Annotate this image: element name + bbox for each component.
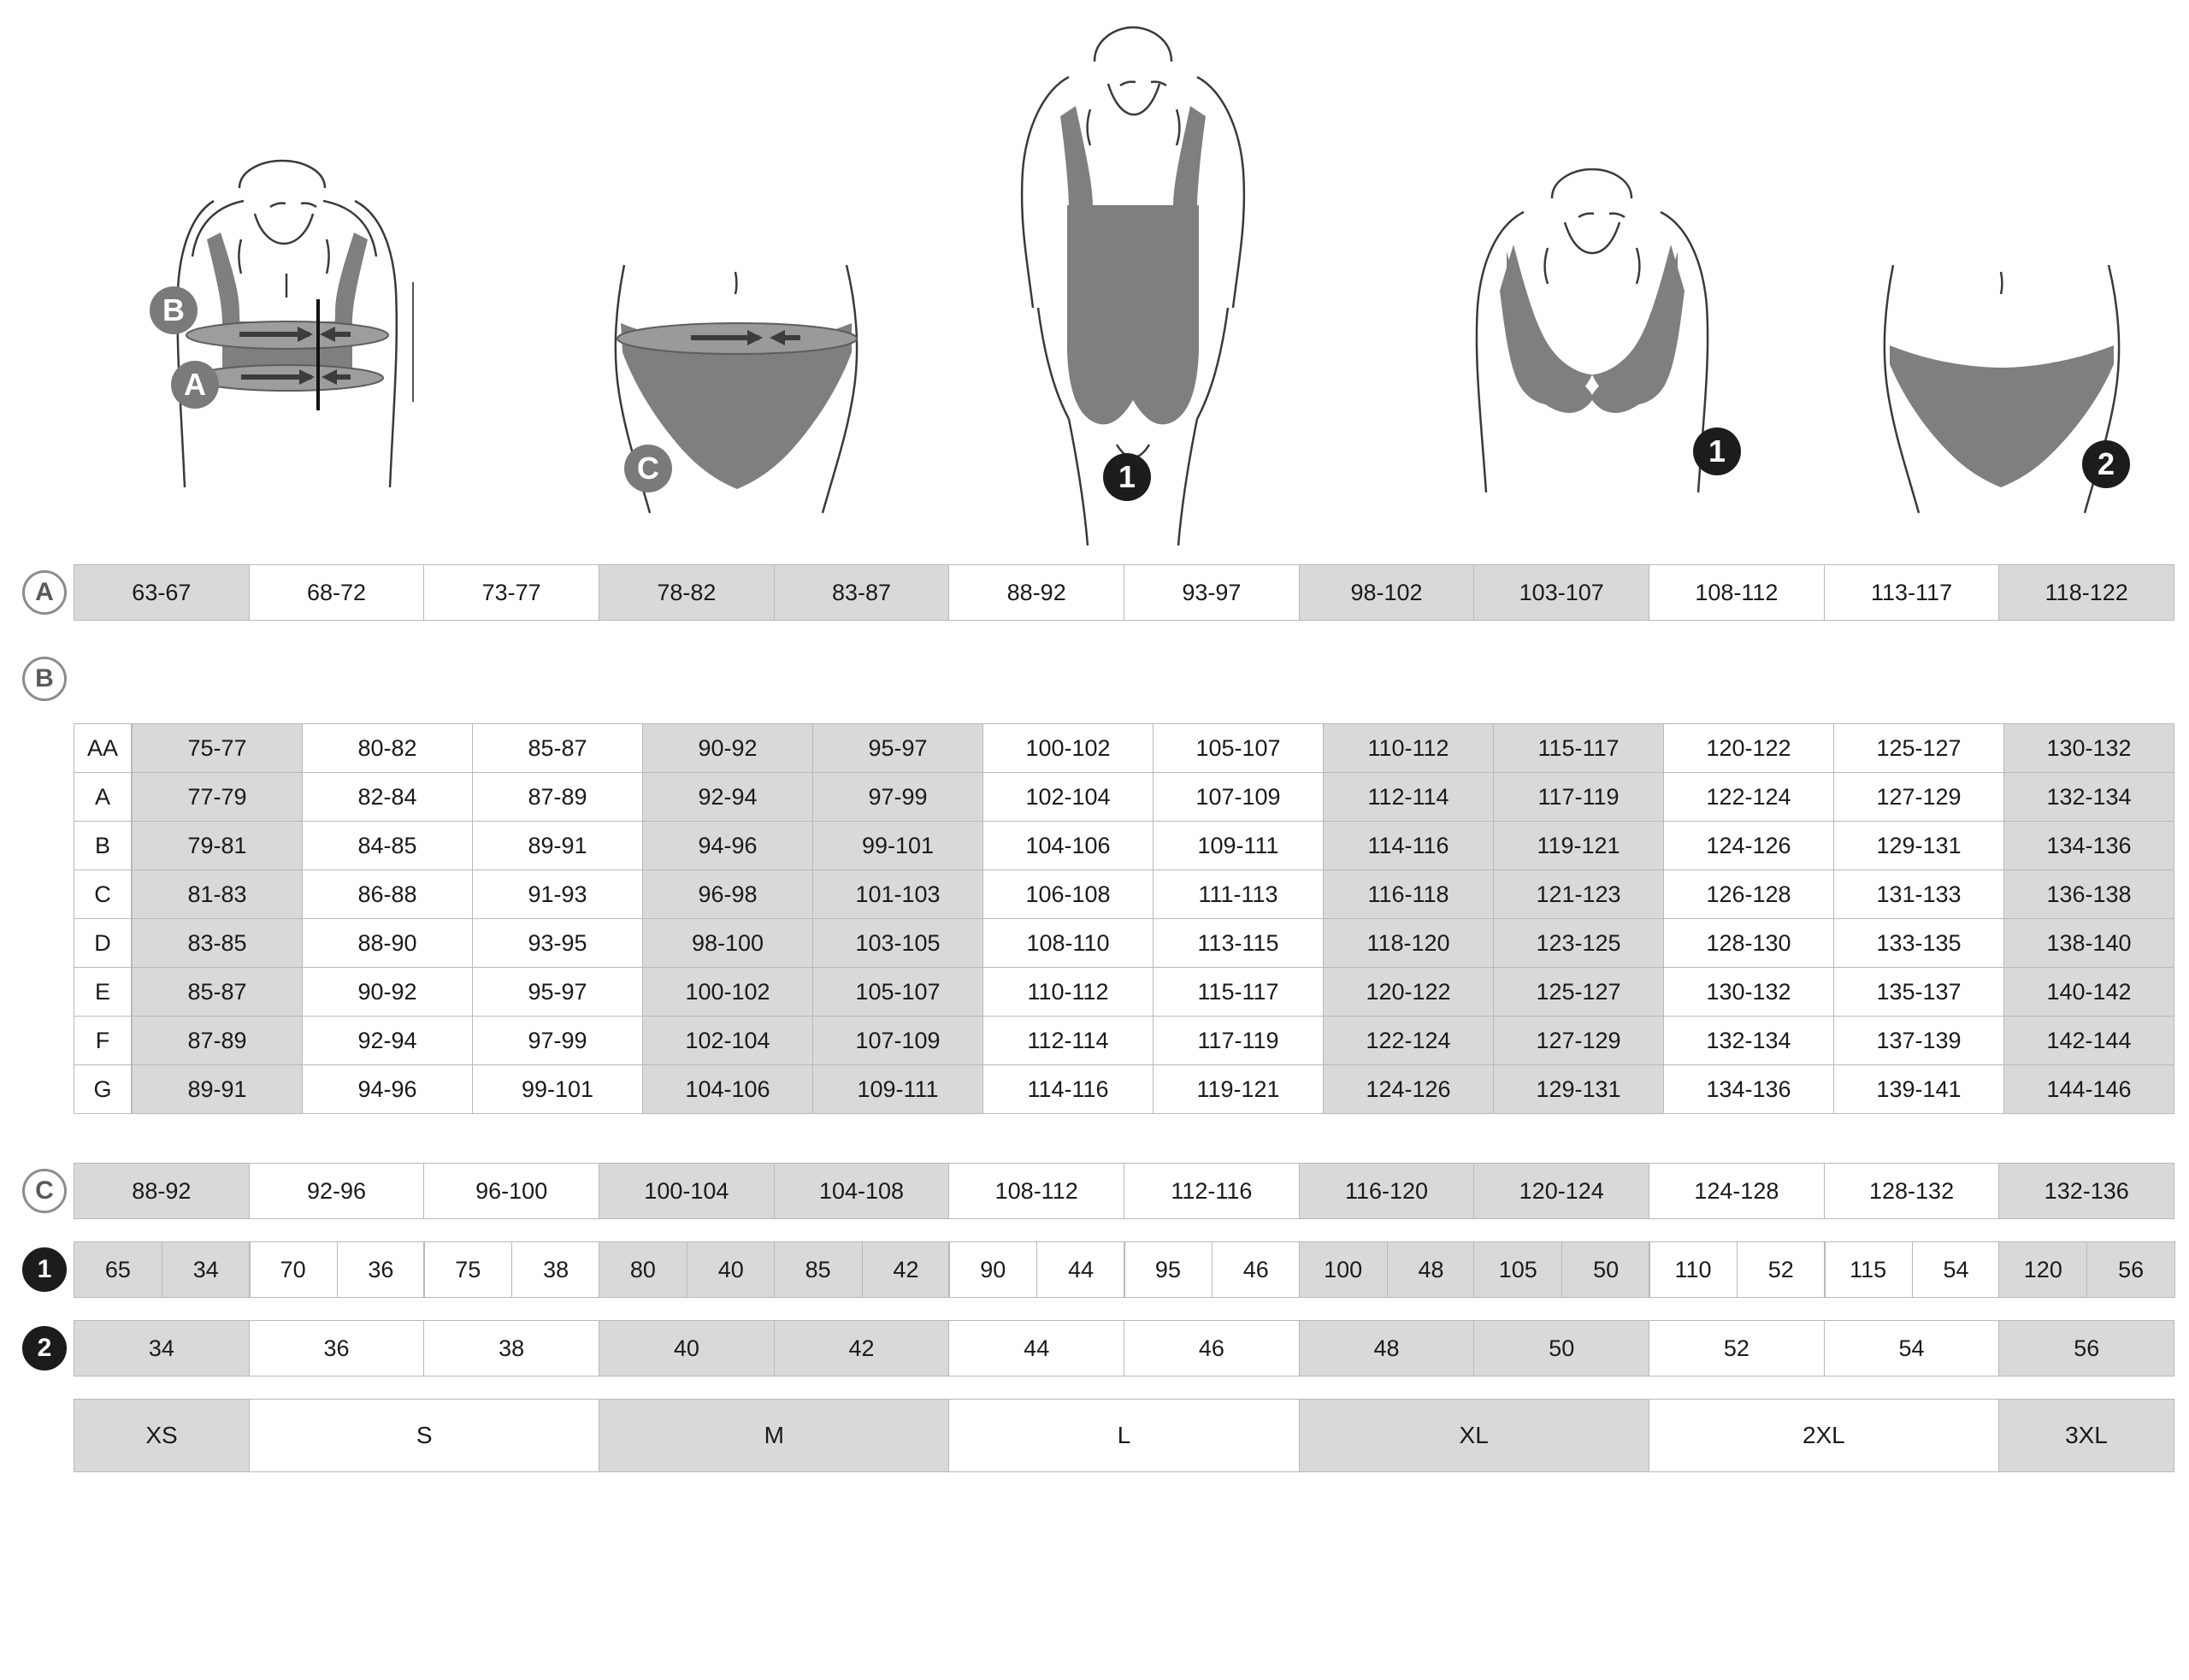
row-b-header-space xyxy=(74,657,2174,701)
cell-b-2-2: 89-91 xyxy=(472,821,643,870)
label-2: 2 xyxy=(22,1326,67,1371)
table-row xyxy=(74,918,2174,967)
cell-a-0: 63-67 xyxy=(74,564,250,621)
cell-1-1-1: 36 xyxy=(337,1241,426,1298)
cell-b-2-11: 134-136 xyxy=(2003,821,2174,870)
cell-b-1-5: 102-104 xyxy=(982,772,1154,822)
cell-b-1-11: 132-134 xyxy=(2003,772,2174,822)
cup-label-G: G xyxy=(74,1064,132,1114)
badge-c: C xyxy=(624,445,672,492)
cell-b-6-9: 132-134 xyxy=(1663,1016,1834,1065)
cell-b-7-10: 139-141 xyxy=(1833,1064,2004,1114)
cell-1-pair-7 xyxy=(1299,1241,1475,1298)
cell-1-9-0: 110 xyxy=(1649,1241,1738,1298)
cell-2-10: 54 xyxy=(1824,1320,2000,1376)
cell-b-4-10: 133-135 xyxy=(1833,918,2004,968)
cell-b-1-0: 77-79 xyxy=(132,772,303,822)
cell-b-7-11: 144-146 xyxy=(2003,1064,2174,1114)
cell-b-7-1: 94-96 xyxy=(302,1064,473,1114)
row-c-cells xyxy=(74,1163,2174,1219)
cell-c-0: 88-92 xyxy=(74,1163,250,1219)
cell-a-1: 68-72 xyxy=(249,564,425,621)
cell-b-6-11: 142-144 xyxy=(2003,1016,2174,1065)
cell-a-6: 93-97 xyxy=(1124,564,1300,621)
cell-b-3-7: 116-118 xyxy=(1323,869,1494,919)
cell-b-3-11: 136-138 xyxy=(2003,869,2174,919)
cell-2-8: 50 xyxy=(1473,1320,1649,1376)
cell-b-6-3: 102-104 xyxy=(642,1016,813,1065)
badge-2-bikini-bottom: 2 xyxy=(2082,440,2130,488)
cell-1-pair-10 xyxy=(1824,1241,2000,1298)
cell-b-7-7: 124-126 xyxy=(1323,1064,1494,1114)
cell-1-pair-5 xyxy=(948,1241,1124,1298)
cell-a-3: 78-82 xyxy=(599,564,775,621)
cell-b-6-0: 87-89 xyxy=(132,1016,303,1065)
cell-a-5: 88-92 xyxy=(948,564,1124,621)
cell-c-6: 112-116 xyxy=(1124,1163,1300,1219)
cell-b-4-0: 83-85 xyxy=(132,918,303,968)
cell-b-5-0: 85-87 xyxy=(132,967,303,1017)
cell-1-3-0: 80 xyxy=(599,1241,687,1298)
table-row xyxy=(74,723,2174,772)
label-1: 1 xyxy=(22,1247,67,1292)
swimsuit-onepiece-diagram xyxy=(949,17,1317,556)
cell-2-7: 48 xyxy=(1299,1320,1475,1376)
cell-b-3-5: 106-108 xyxy=(982,869,1154,919)
cell-a-7: 98-102 xyxy=(1299,564,1475,621)
cell-b-7-2: 99-101 xyxy=(472,1064,643,1114)
cup-label-C: C xyxy=(74,869,132,919)
cell-b-2-1: 84-85 xyxy=(302,821,473,870)
cell-1-pair-8 xyxy=(1473,1241,1649,1298)
cell-2-11: 56 xyxy=(1998,1320,2174,1376)
cell-b-4-7: 118-120 xyxy=(1323,918,1494,968)
cell-b-0-11: 130-132 xyxy=(2003,723,2174,773)
cell-b-3-9: 126-128 xyxy=(1663,869,1834,919)
cup-label-A: A xyxy=(74,772,132,822)
cell-1-pair-11 xyxy=(1998,1241,2174,1298)
cell-b-2-6: 109-111 xyxy=(1153,821,1324,870)
cell-1-1-0: 70 xyxy=(249,1241,338,1298)
cell-2-3: 40 xyxy=(599,1320,775,1376)
cell-b-7-3: 104-106 xyxy=(642,1064,813,1114)
cell-1-pair-6 xyxy=(1124,1241,1300,1298)
cell-c-9: 124-128 xyxy=(1649,1163,1825,1219)
cell-1-10-0: 115 xyxy=(1824,1241,1913,1298)
briefs-hip-measure-diagram xyxy=(590,256,898,539)
cell-b-6-7: 122-124 xyxy=(1323,1016,1494,1065)
cell-b-1-10: 127-129 xyxy=(1833,772,2004,822)
cell-b-4-5: 108-110 xyxy=(982,918,1154,968)
cell-a-10: 113-117 xyxy=(1824,564,2000,621)
cell-1-5-0: 90 xyxy=(948,1241,1037,1298)
cell-1-0-0: 65 xyxy=(74,1241,162,1298)
cell-size-s: S xyxy=(249,1399,599,1472)
cell-b-4-9: 128-130 xyxy=(1663,918,1834,968)
row-b-table xyxy=(15,723,2174,1113)
cell-b-4-11: 138-140 xyxy=(2003,918,2174,968)
cell-b-5-6: 115-117 xyxy=(1153,967,1324,1017)
label-a: A xyxy=(22,570,67,615)
cell-b-0-6: 105-107 xyxy=(1153,723,1324,773)
cell-c-4: 104-108 xyxy=(774,1163,950,1219)
cell-b-3-2: 91-93 xyxy=(472,869,643,919)
cell-b-5-8: 125-127 xyxy=(1493,967,1664,1017)
cell-1-pair-0 xyxy=(74,1241,250,1298)
cell-b-3-4: 101-103 xyxy=(812,869,983,919)
cell-1-6-0: 95 xyxy=(1124,1241,1213,1298)
table-row xyxy=(74,869,2174,918)
row-letter-sizes xyxy=(15,1399,2174,1472)
table-row xyxy=(74,821,2174,869)
cell-b-6-10: 137-139 xyxy=(1833,1016,2004,1065)
cell-b-2-9: 124-126 xyxy=(1663,821,1834,870)
cell-size-xl: XL xyxy=(1299,1399,1649,1472)
cell-a-2: 73-77 xyxy=(423,564,599,621)
cell-b-4-4: 103-105 xyxy=(812,918,983,968)
cell-b-7-0: 89-91 xyxy=(132,1064,303,1114)
cell-1-2-0: 75 xyxy=(423,1241,512,1298)
cell-b-3-10: 131-133 xyxy=(1833,869,2004,919)
cell-b-5-3: 100-102 xyxy=(642,967,813,1017)
cell-b-5-5: 110-112 xyxy=(982,967,1154,1017)
cell-size-xs: XS xyxy=(74,1399,250,1472)
cell-1-9-1: 52 xyxy=(1737,1241,1826,1298)
cell-b-7-4: 109-111 xyxy=(812,1064,983,1114)
cell-2-1: 36 xyxy=(249,1320,425,1376)
cell-c-7: 116-120 xyxy=(1299,1163,1475,1219)
cell-c-1: 92-96 xyxy=(249,1163,425,1219)
cell-b-4-1: 88-90 xyxy=(302,918,473,968)
row-c-label-wrap xyxy=(15,1163,74,1219)
cell-1-3-1: 40 xyxy=(687,1241,776,1298)
cell-size-2xl: 2XL xyxy=(1649,1399,1999,1472)
cell-b-3-0: 81-83 xyxy=(132,869,303,919)
cell-1-4-0: 85 xyxy=(774,1241,863,1298)
cup-label-F: F xyxy=(74,1016,132,1065)
cell-2-0: 34 xyxy=(74,1320,250,1376)
cell-b-5-1: 90-92 xyxy=(302,967,473,1017)
table-row xyxy=(74,772,2174,821)
row-b-label-wrap xyxy=(15,657,74,701)
row-c xyxy=(15,1163,2174,1219)
cell-b-7-6: 119-121 xyxy=(1153,1064,1324,1114)
label-c: C xyxy=(22,1169,67,1213)
cell-b-2-8: 119-121 xyxy=(1493,821,1664,870)
row-a-label-wrap xyxy=(15,564,74,621)
row-a xyxy=(15,564,2174,621)
cell-1-11-1: 56 xyxy=(2086,1241,2175,1298)
badge-b: B xyxy=(150,286,198,334)
cell-1-pair-3 xyxy=(599,1241,775,1298)
cell-1-6-1: 46 xyxy=(1212,1241,1301,1298)
cell-b-2-5: 104-106 xyxy=(982,821,1154,870)
row-1 xyxy=(15,1241,2174,1298)
cell-1-pair-1 xyxy=(249,1241,425,1298)
cell-1-0-1: 34 xyxy=(162,1241,251,1298)
cell-b-2-0: 79-81 xyxy=(132,821,303,870)
bikini-bottom-diagram xyxy=(1864,256,2146,539)
cell-b-4-3: 98-100 xyxy=(642,918,813,968)
cell-1-2-1: 38 xyxy=(511,1241,600,1298)
cell-1-5-1: 44 xyxy=(1036,1241,1125,1298)
b-table xyxy=(74,723,2174,1113)
cell-b-7-9: 134-136 xyxy=(1663,1064,1834,1114)
cell-b-2-3: 94-96 xyxy=(642,821,813,870)
cell-b-1-7: 112-114 xyxy=(1323,772,1494,822)
table-row xyxy=(74,1064,2174,1113)
cell-1-8-0: 105 xyxy=(1473,1241,1562,1298)
cell-b-5-10: 135-137 xyxy=(1833,967,2004,1017)
row-2-label-wrap xyxy=(15,1320,74,1376)
cell-b-7-8: 129-131 xyxy=(1493,1064,1664,1114)
cell-b-5-9: 130-132 xyxy=(1663,967,1834,1017)
cell-b-3-1: 86-88 xyxy=(302,869,473,919)
cell-c-5: 108-112 xyxy=(948,1163,1124,1219)
cell-a-4: 83-87 xyxy=(774,564,950,621)
table-row xyxy=(74,967,2174,1016)
cup-label-E: E xyxy=(74,967,132,1017)
cell-1-pair-4 xyxy=(774,1241,950,1298)
cell-a-11: 118-122 xyxy=(1998,564,2174,621)
cell-b-0-9: 120-122 xyxy=(1663,723,1834,773)
row-1-label-wrap xyxy=(15,1241,74,1298)
cell-2-5: 44 xyxy=(948,1320,1124,1376)
cell-b-5-2: 95-97 xyxy=(472,967,643,1017)
cell-size-m: M xyxy=(599,1399,949,1472)
cell-b-5-4: 105-107 xyxy=(812,967,983,1017)
bra-front-measure-diagram xyxy=(111,154,513,539)
cell-a-9: 108-112 xyxy=(1649,564,1825,621)
cell-1-8-1: 50 xyxy=(1561,1241,1650,1298)
cell-b-6-8: 127-129 xyxy=(1493,1016,1664,1065)
cell-1-pair-9 xyxy=(1649,1241,1825,1298)
cell-b-1-1: 82-84 xyxy=(302,772,473,822)
illustrations-row xyxy=(0,0,2189,564)
cell-b-3-6: 111-113 xyxy=(1153,869,1324,919)
cell-b-6-2: 97-99 xyxy=(472,1016,643,1065)
row-a-cells xyxy=(74,564,2174,621)
cell-c-11: 132-136 xyxy=(1998,1163,2174,1219)
cell-b-1-3: 92-94 xyxy=(642,772,813,822)
cell-b-0-10: 125-127 xyxy=(1833,723,2004,773)
cell-2-6: 46 xyxy=(1124,1320,1300,1376)
cup-label-AA: AA xyxy=(74,723,132,773)
cell-b-1-9: 122-124 xyxy=(1663,772,1834,822)
cup-label-D: D xyxy=(74,918,132,968)
cell-1-11-0: 120 xyxy=(1998,1241,2087,1298)
badge-1-bikini-top: 1 xyxy=(1693,427,1741,475)
cell-b-5-11: 140-142 xyxy=(2003,967,2174,1017)
cell-c-3: 100-104 xyxy=(599,1163,775,1219)
cell-b-1-8: 117-119 xyxy=(1493,772,1664,822)
cell-b-3-3: 96-98 xyxy=(642,869,813,919)
cell-b-1-6: 107-109 xyxy=(1153,772,1324,822)
cell-2-9: 52 xyxy=(1649,1320,1825,1376)
cell-1-pair-2 xyxy=(423,1241,599,1298)
row-1-cells xyxy=(74,1241,2174,1298)
cell-1-7-1: 48 xyxy=(1387,1241,1476,1298)
cell-1-7-0: 100 xyxy=(1299,1241,1388,1298)
cell-2-2: 38 xyxy=(423,1320,599,1376)
cell-2-4: 42 xyxy=(774,1320,950,1376)
cell-b-1-4: 97-99 xyxy=(812,772,983,822)
cell-b-6-4: 107-109 xyxy=(812,1016,983,1065)
row-2 xyxy=(15,1320,2174,1376)
cell-b-5-7: 120-122 xyxy=(1323,967,1494,1017)
cell-1-4-1: 42 xyxy=(862,1241,951,1298)
cell-b-0-3: 90-92 xyxy=(642,723,813,773)
cell-b-0-2: 85-87 xyxy=(472,723,643,773)
cell-b-6-6: 117-119 xyxy=(1153,1016,1324,1065)
cell-a-8: 103-107 xyxy=(1473,564,1649,621)
cell-b-7-5: 114-116 xyxy=(982,1064,1154,1114)
cell-c-8: 120-124 xyxy=(1473,1163,1649,1219)
row-b-header xyxy=(15,657,2174,701)
row-2-cells xyxy=(74,1320,2174,1376)
cell-c-2: 96-100 xyxy=(423,1163,599,1219)
badge-a: A xyxy=(171,361,219,409)
cell-b-0-8: 115-117 xyxy=(1493,723,1664,773)
cell-b-0-5: 100-102 xyxy=(982,723,1154,773)
cell-1-10-1: 54 xyxy=(1912,1241,2001,1298)
cell-b-6-1: 92-94 xyxy=(302,1016,473,1065)
cell-b-4-2: 93-95 xyxy=(472,918,643,968)
letter-size-cells xyxy=(74,1399,2174,1472)
cell-b-6-5: 112-114 xyxy=(982,1016,1154,1065)
cell-size-l: L xyxy=(948,1399,1299,1472)
cell-b-0-0: 75-77 xyxy=(132,723,303,773)
cell-b-3-8: 121-123 xyxy=(1493,869,1664,919)
cell-b-0-7: 110-112 xyxy=(1323,723,1494,773)
bikini-top-diagram xyxy=(1411,162,1787,539)
cell-c-10: 128-132 xyxy=(1824,1163,2000,1219)
label-b: B xyxy=(22,657,67,701)
cell-b-2-4: 99-101 xyxy=(812,821,983,870)
cell-size-3xl: 3XL xyxy=(1998,1399,2174,1472)
cell-b-1-2: 87-89 xyxy=(472,772,643,822)
cell-b-2-7: 114-116 xyxy=(1323,821,1494,870)
cell-b-0-1: 80-82 xyxy=(302,723,473,773)
cell-b-2-10: 129-131 xyxy=(1833,821,2004,870)
cup-label-B: B xyxy=(74,821,132,870)
cell-b-4-8: 123-125 xyxy=(1493,918,1664,968)
cell-b-4-6: 113-115 xyxy=(1153,918,1324,968)
cell-b-0-4: 95-97 xyxy=(812,723,983,773)
badge-1-onepiece: 1 xyxy=(1103,453,1151,501)
table-row xyxy=(74,1016,2174,1064)
